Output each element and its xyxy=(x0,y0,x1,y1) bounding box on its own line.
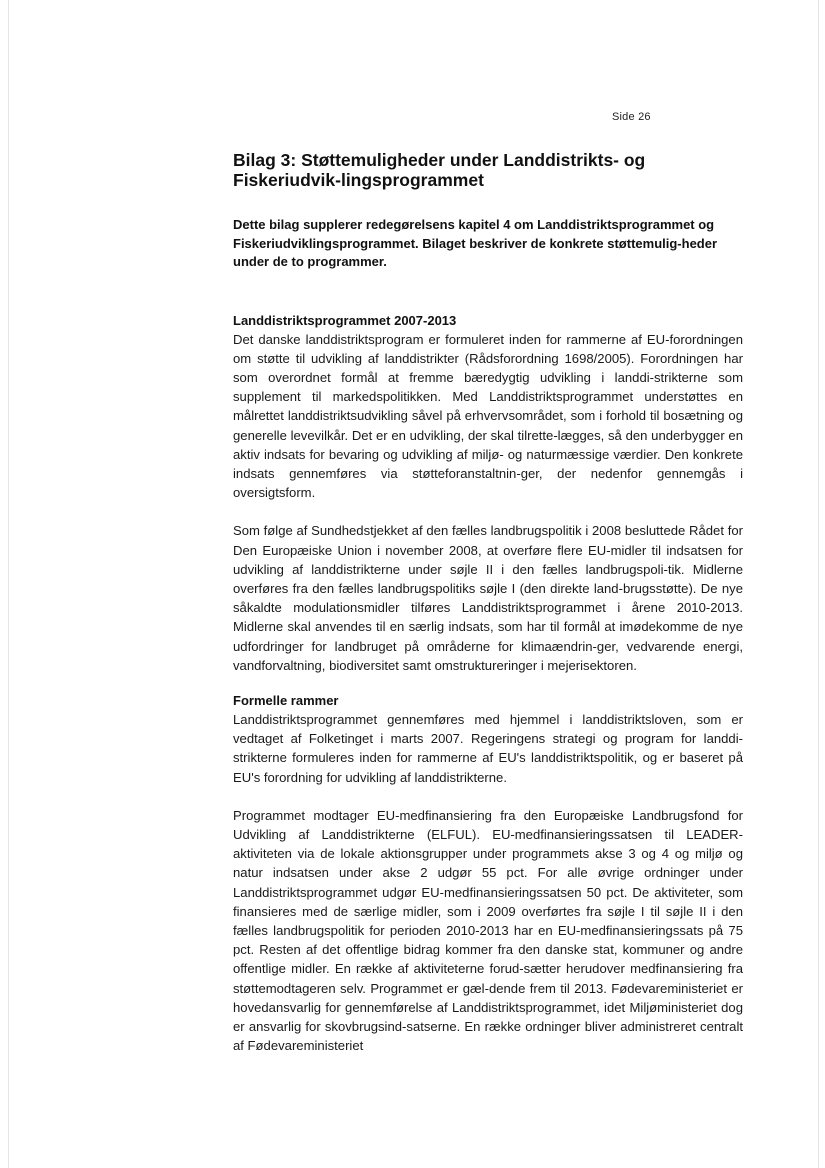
body-paragraph: Som følge af Sundhedstjekket af den fælles landbrugspolitik i 2008 besluttede Rådet for Den Europæiske Union i november 2008, at overføre flere EU-midler til indsatsen for udvikling af landdistrikterne under søjle II i den fælles landbrugspoli-tik. Midlerne overføres fra den fælles landbrugspolitiks søjle I (den direkte land-brugsstøtte). De nye såkaldte modulationsmidler tilføres Landdistriktsprogrammet i årene 2010-2013. Midlerne skal anvendes til en særlig indsats, som har til formål at imødekomme de nye udfordringer for landbruget på områderne for klimaændrin-ger, vedvarende energi, vandforvaltning, biodiversitet samt omstruktureringer i mejerisektoren. xyxy=(233,523,743,673)
appendix-title: Bilag 3: Støttemuligheder under Landdistrikts- og Fiskeriudvik-lingsprogrammet xyxy=(233,150,646,190)
body-paragraph: Programmet modtager EU-medfinansiering fra den Europæiske Landbrugsfond for Udvikling af Landdistrikterne (ELFUL). EU-medfinansieringssatsen til LEADER-aktiviteten via de lokale aktionsgrupper under programmets akse 3 og 4 og miljø og natur indsatsen under akse 2 udgør 55 pct. For alle øvrige ordninger under Landdistriktsprogrammet udgør EU-medfinansieringssatsen 50 pct. De aktiviteter, som finansieres med de særlige midler, som i 2009 overførtes fra søjle I til søjle II i den fælles landbrugspolitik for perioden 2010-2013 har en EU-medfinansieringssats på 75 pct. Resten af det offentlige bidrag kommer fra den danske stat, kommuner og andre offentlige midler. En række af aktiviteterne forud-sætter herudover medfinansiering fra støttemodtageren selv. Programmet er gæl-dende frem til 2013. Fødevareministeriet er hovedansvarlig for gennemførelse af Landdistriktsprogrammet, idet Miljøministeriet dog er ansvarlig for skovbrugsind-satserne. En række ordninger bliver administreret centralt af Fødevareministeriet xyxy=(233,807,743,1054)
scan-edge-right xyxy=(818,0,819,1168)
section-heading-landdistriktsprogrammet: Landdistriktsprogrammet 2007-2013 xyxy=(233,312,457,328)
scan-edge-left xyxy=(8,0,9,1168)
intro-paragraph: Dette bilag supplerer redegørelsens kapitel 4 om Landdistriktsprogrammet og Fiskeriudviklingsprogrammet. Bilaget beskriver de konkrete støttemulig-heder under de to programmer. xyxy=(233,217,718,269)
page-number: Side 26 xyxy=(612,111,651,123)
body-paragraph: Det danske landdistriktsprogram er formuleret inden for rammerne af EU-forordningen om støtte til udvikling af landdistrikter (Rådsforordning 1698/2005). Forordningen har som overordnet formål at fremme bæredygtig udvikling i landdi-strikterne som supplement til markedspolitikken. Med Landdistriktsprogrammet understøttes en målrettet landdistriktsudvikling såvel på erhvervsområdet, som i forhold til bosætning og generelle levevilkår. Det er en udvikling, der skal tilrette-lægges, så den underbygger en aktiv indsats for bevaring og udvikling af miljø- og naturmæssige værdier. Den konkrete indsats gennemføres via støtteforanstaltnin-ger, der nedenfor gennemgås i oversigtsform. xyxy=(233,331,743,501)
section-heading-formelle-rammer: Formelle rammer xyxy=(233,692,339,708)
body-paragraph: Landdistriktsprogrammet gennemføres med hjemmel i landdistriktsloven, som er vedtaget af Folketinget i marts 2007. Regeringens strategi og program for landdi-strikterne formuleres inden for rammerne af EU's landdistriktspolitik, og er baseret på EU's forordning for udvikling af landdistrikterne. xyxy=(233,711,743,785)
document-body xyxy=(233,150,743,1055)
